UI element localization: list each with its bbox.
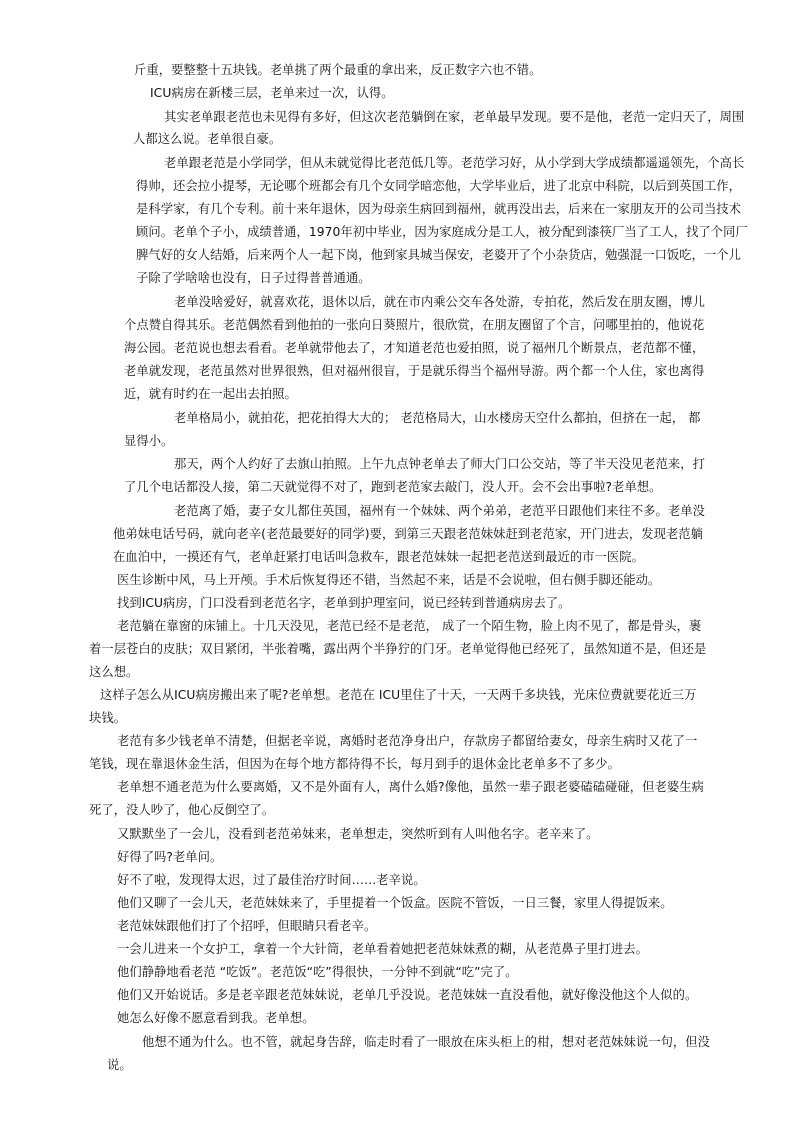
text-line: 子除了学啥啥也没有，日子过得普普通通。: [136, 271, 371, 285]
text-line: 得帅，还会拉小提琴，无论哪个班都会有几个女同学暗恋他，大学毕业后，进了北京中科院，以后到英国工作，: [136, 179, 741, 193]
text-line: 海公园。老范说也想去看看。老单就带他去了，才知道老范也爱拍照，说了福州几个断景点，老范都不懂，: [124, 341, 705, 355]
text-line: 其实老单跟老范也未见得有多好，但这次老范躺倒在家，老单最早发现。要不是他，老范一定归天了，周围: [164, 110, 745, 124]
text-line: 老范躺在靠窗的床铺上。十几天没见，老范已经不是老范， 成了一个陌生物，脸上肉不见了，都是骨头，裹: [117, 619, 702, 633]
text-line: 老范离了婚，妻子女儿都住英国，福州有一个妹妹、两个弟弟，老范平日跟他们来往不多。老单没: [174, 504, 705, 518]
text-line: 说。: [107, 1058, 132, 1072]
text-line: 好得了吗?老单问。: [117, 850, 223, 864]
text-line: 这么想。: [89, 665, 139, 679]
text-line: 他们又开始说话。多是老辛跟老范妹妹说，老单几乎没说。老范妹妹一直没看他，就好像没他这个人似的。: [117, 988, 698, 1002]
text-line: 这样子怎么从ICU病房搬出来了呢?老单想。老范在 ICU里住了十天，一天两千多块钱，光床位费就要花近三万: [100, 688, 697, 702]
text-line: 老单没啥爱好，就喜欢花，退休以后，就在市内乘公交车各处游，专拍花，然后发在朋友圈，博儿: [174, 295, 705, 309]
text-line: 医生诊断中风，马上开颅。手术后恢复得还不错，当然起不来，话是不会说啦，但右侧手脚还能动。: [117, 573, 661, 587]
text-line: 老范有多少钱老单不清楚，但据老辛说，离婚时老范净身出户，存款房子都留给妻女，母亲生病时又花了一: [117, 734, 698, 748]
text-line: 又默默坐了一会儿，没看到老范弟妹来，老单想走，突然听到有人叫他名字。老辛来了。: [117, 827, 599, 841]
text-line: 着一层苍白的皮肤；双目紧闭，半张着嘴，露出两个半狰狞的门牙。老单觉得他已经死了，虽然知道不是，但还是: [89, 642, 707, 656]
text-line: 块钱。: [89, 711, 127, 725]
text-line: 是科学家，有几个专利。前十来年退休，因为母亲生病回到福州，就再没出去，后来在一家朋友开的公司当技术: [136, 202, 741, 216]
text-line: 死了，没人吵了，他心反倒空了。: [89, 803, 275, 817]
text-line: 人都这么说。老单很自豪。: [133, 132, 282, 146]
text-line: ICU病房在新楼三层，老单来过一次，认得。: [150, 86, 394, 100]
text-line: 在血泊中，一摸还有气，老单赶紧打电话叫急救车，跟老范妹妹一起把老范送到最近的市一医院。: [113, 550, 644, 564]
text-line: 显得小。: [124, 434, 174, 448]
text-line: 脾气好的女人结婚，后来两个人一起下岗，他到家具城当保安，老婆开了个小杂货店，勉强混一口饭吃，一个儿: [136, 248, 741, 262]
text-line: 他想不通为什么。也不管，就起身告辞，临走时看了一眼放在床头柜上的柑，想对老范妹妹说一句，但没: [142, 1035, 710, 1049]
text-line: 老单格局小，就拍花，把花拍得大大的； 老范格局大，山水楼房天空什么都拍，但挤在一起， 都: [174, 411, 701, 425]
text-line: 好不了啦，发现得太迟，过了最佳治疗时间……老辛说。: [117, 873, 426, 887]
text-line: 笔钱，现在靠退休金生活，但因为在每个地方都待得不长，每月到手的退休金比老单多不了多少。: [89, 757, 620, 771]
text-line: 老单想不通老范为什么要离婚，又不是外面有人，离什么婚?像他，虽然一辈子跟老婆磕磕碰碰，但老婆生病: [117, 780, 704, 794]
text-line: 了几个电话都没人接，第二天就觉得不对了，跑到老范家去敲门，没人开。会不会出事啦?老单想。: [124, 480, 662, 494]
text-line: 老单就发现，老范虽然对世界很熟，但对福州很盲，于是就乐得当个福州导游。两个都一个人住，家也离得: [124, 364, 705, 378]
text-line: 一会儿进来一个女护工，拿着一个大针筒，老单看着她把老范妹妹煮的糊，从老范鼻子里打进去。: [117, 942, 648, 956]
text-line: 他们静静地看老范 “吃饭”。老范饭“吃”得很快，一分钟不到就“吃”完了。: [117, 965, 518, 979]
text-line: 个点赞自得其乐。老范偶然看到他拍的一张向日葵照片，很欣赏，在朋友圈留了个言，问哪里拍的，他说花: [124, 318, 705, 332]
text-line: 找到ICU病房，门口没看到老范名字，老单到护理室问，说已经转到普通病房去了。: [117, 596, 571, 610]
text-line: 近，就有时约在一起出去拍照。: [124, 387, 297, 401]
text-line: 斤重，要整整十五块钱。老单挑了两个最重的拿出来，反正数字六也不错。: [134, 63, 542, 77]
text-line: 老范妹妹跟他们打了个招呼，但眼睛只看老辛。: [117, 919, 377, 933]
text-line: 他们又聊了一会儿天，老范妹妹来了，手里提着一个饭盒。医院不管饭，一日三餐，家里人得提饭来。: [117, 896, 673, 910]
text-line: 顾问。老单个子小，成绩普通，1970年初中毕业，因为家庭成分是工人，被分配到漆筷厂当了工人，找了个同厂: [136, 225, 748, 239]
text-line: 他弟妹电话号码，就向老辛(老范最要好的同学)要，到第三天跟老范妹妹赶到老范家，开门进去，发现老范躺: [113, 527, 703, 541]
text-line: 那天，两个人约好了去旗山拍照。上午九点钟老单去了师大门口公交站，等了半天没见老范来，打: [174, 457, 705, 471]
text-line: 老单跟老范是小学同学，但从未就觉得比老范低几等。老范学习好，从小学到大学成绩都遥遥领先，个高长: [164, 156, 745, 170]
text-line: 她怎么好像不愿意看到我。老单想。: [117, 1011, 315, 1025]
